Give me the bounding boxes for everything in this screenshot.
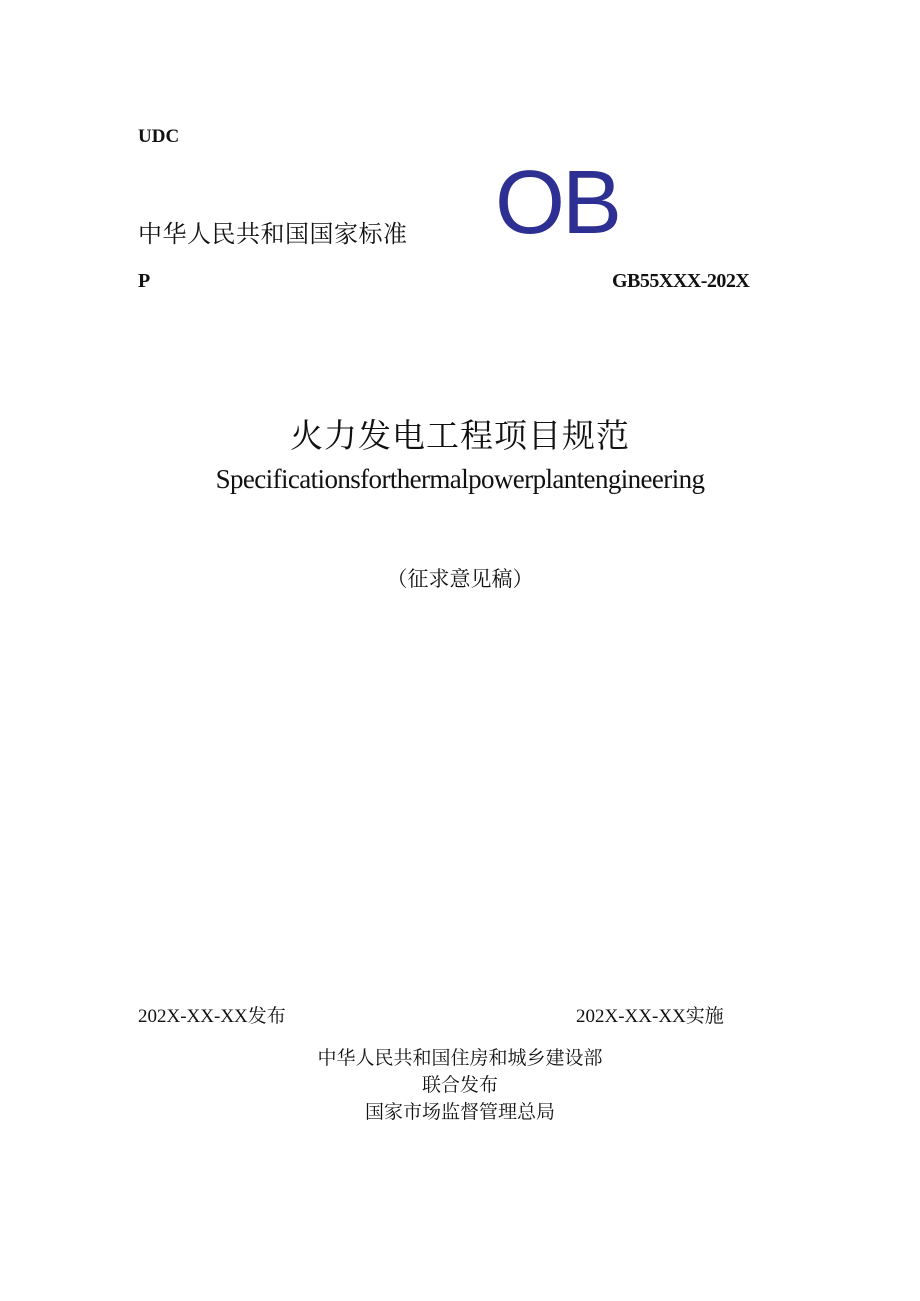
p-code: P [138,270,151,292]
document-title-chinese: 火力发电工程项目规范 [290,416,630,455]
issuer-ministry: 中华人民共和国住房和城乡建设部 [317,1047,603,1069]
issuer-administration: 国家市场监督管理总局 [364,1101,555,1123]
issuer-joint-label: 联合发布 [421,1074,498,1096]
udc-label: UDC [138,126,180,147]
standard-number: GB55XXX-202X [612,270,750,292]
draft-status: （征求意见稿） [386,567,534,591]
national-standard-label: 中华人民共和国国家标准 [138,220,408,248]
document-title-english: Specificationsforthermalpowerplantengineering [215,464,705,494]
gb-logo: OB [495,153,620,253]
publish-date: 202X-XX-XX发布 [138,1006,286,1027]
implement-date: 202X-XX-XX实施 [576,1006,724,1027]
